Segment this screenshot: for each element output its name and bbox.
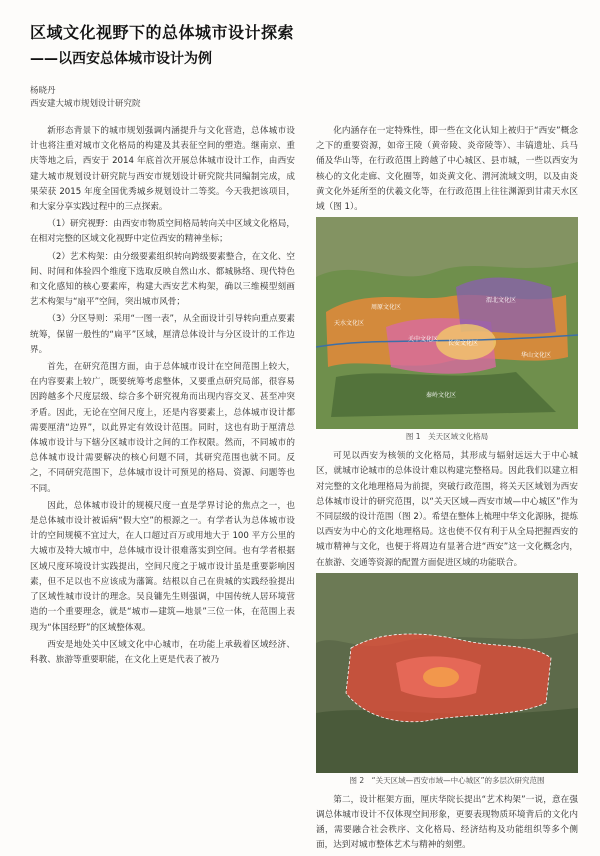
paragraph: 因此，总体城市设计的规模尺度一直是学界讨论的焦点之一，也是总体城市设计被诟病“假大空”的根源之一。有学者认为总体城市设计的空间规模不宜过大，在人口超过百万或用地大于 100 平方公里的大城市及特大城市中，总体城市设计很难落实到空间。也有学者根据区域尺度环境设计实践提出，空间尺度之于城市设计虽是重要影响因素，但不足以也不应该成为藩篱。结根以自己在贵城的实践经验提出了区域性城市设计的理念。吴良镛先生则强调，中国传统人居环境营造的一个重要理念，就是“城市—建筑—地景”三位一体，在范围上表现为“体国经野”的区域整体观。 [30,500,295,633]
paragraph: （1）研究视野：由西安市物质空间格局转向关中区域文化格局，在相对完整的区域文化视野中定位西安的精神坐标； [30,219,295,245]
figure-1-caption: 图 1 关天区域文化格局 [405,432,489,442]
paragraph: 首先，在研究范围方面，由于总体城市设计在空间范围上较大，在内容要素上较广，既要统筹考虑整体，又要重点研究局部，很容易因跨越多个尺度层级、综合多个研究视角而出现内容交叉、甚至冲突矛盾。因此，无论在空间尺度上，还是内容要素上，总体城市设计都需要厘清“边界”，以此界定有效设计范围。同时，这也有助于厘清总体城市设计与下辖分区城市设计之间的工作权限。然而，不同城市的总体城市设计需要解决的核心问题不同，其研究范围也就不同。反之，不同研究范围下，总体城市设计可预见的格局、资源、问题等也不同。 [30,362,295,494]
map-label: 长安文化区 [448,340,479,348]
paragraph: 第二，设计框架方面，厘庆华院长提出“艺术构架”一说，意在强调总体城市设计不仅体现空间形象，更要表现物质环境背后的文化内涵，需要融合社会秩序、文化格局、经济结构及功能组织等多个侧面，达到对城市整体艺术与精神的刻塑。 [316,794,578,851]
right-column [316,124,578,856]
map-label: 关中文化区 [408,336,439,344]
map-label: 渭北文化区 [486,297,517,305]
article-subtitle: ——以西安总体城市设计为例 [30,51,212,67]
paragraph: 新形态背景下的城市规划强调内涵提升与文化营造，总体城市设计也将注重对城市文化格局的构建及其表征空间的塑造。继南京、重庆等地之后，西安于 2014 年底首次开展总体城市设计工作，由西安建大城市规划设计研究院与西安市规划设计研究院共同编制完成，成果荣获 2015 年度全国优秀城乡规划设计二等奖。今天我把该项目，和大家分享实践过程中的三点探索。 [30,126,295,213]
research-scope-satellite-image [316,573,578,773]
paragraph: 可见以西安为核领的文化格局，其形成与辐射远远大于中心城区，就城市论城市的总体设计难以构建完整格局。因此我们以建立相对完整的文化地理格局为前提，突破行政范围，将关天区域划为西安总体城市设计的研究范围，以“关天区域—西安市域—中心城区”作为不同层级的设计范围（图 2）。希望在整体上梳理中华文化源脉，提炼以西安为中心的文化地理格局。这也使不仅有利于从全局把握西安的城市精神与文化，也便于将周边有显著合进“西安”这一文化概念内，在旅游、交通等资源的配置方面促进区域的功能联合。 [316,451,578,568]
author-name: 杨晓丹 [30,86,56,96]
paragraph: 西安是地处关中区域文化中心城市，在功能上承载着区域经济、科教、旅游等重要职能，在文化上更是代表了被乃 [30,639,295,665]
map-label: 华山文化区 [521,352,552,360]
paragraph: （2）艺术构架：由分级要素组织转向跨级要素整合，在文化、空间、时间和体验四个维度下选取反映自然山水、都城脉络、现代特色和文化感知的核心要素库，构建大西安艺术构架，确以三维模型刻画艺术构架与“扇平”空间，突出城市风骨； [30,251,295,308]
paragraph: （3）分区导则：采用“一图一表”，从全面设计引导转向重点要素统筹，保留一般性的“扁平”区域，厘清总体设计与分区设计的工作边界。 [30,314,295,355]
figure-2-map [316,573,578,773]
map-label: 天水文化区 [334,320,365,328]
left-column [30,124,295,670]
author-affiliation: 西安建大城市规划设计研究院 [30,99,141,109]
figure-1-map [316,217,578,429]
map-label: 周原文化区 [371,304,402,312]
regional-culture-map-image [316,217,578,429]
article-title: 区域文化视野下的总体城市设计探索 [30,23,295,42]
figure-2-caption: 图 2 “关天区域—西安市域—中心城区”的多层次研究范围 [349,775,545,785]
paragraph: 化内涵存在一定特殊性，即一些在文化认知上被归于“西安”概念之下的重要资源，如帝王陵（黄帝陵、炎帝陵等）、丰镐遗址、兵马俑及华山等，在行政范围上跨越了中心城区、县市城，一些以西安为核心的文化走廊、文化圈等，如炎黄文化、渭河流域文明，以及由炎黄文化外延所至的伏羲文化等，在行政范围上往往渊源到甘肃天水区域（图 1）。 [316,126,578,213]
map-label: 秦岭文化区 [426,392,457,400]
